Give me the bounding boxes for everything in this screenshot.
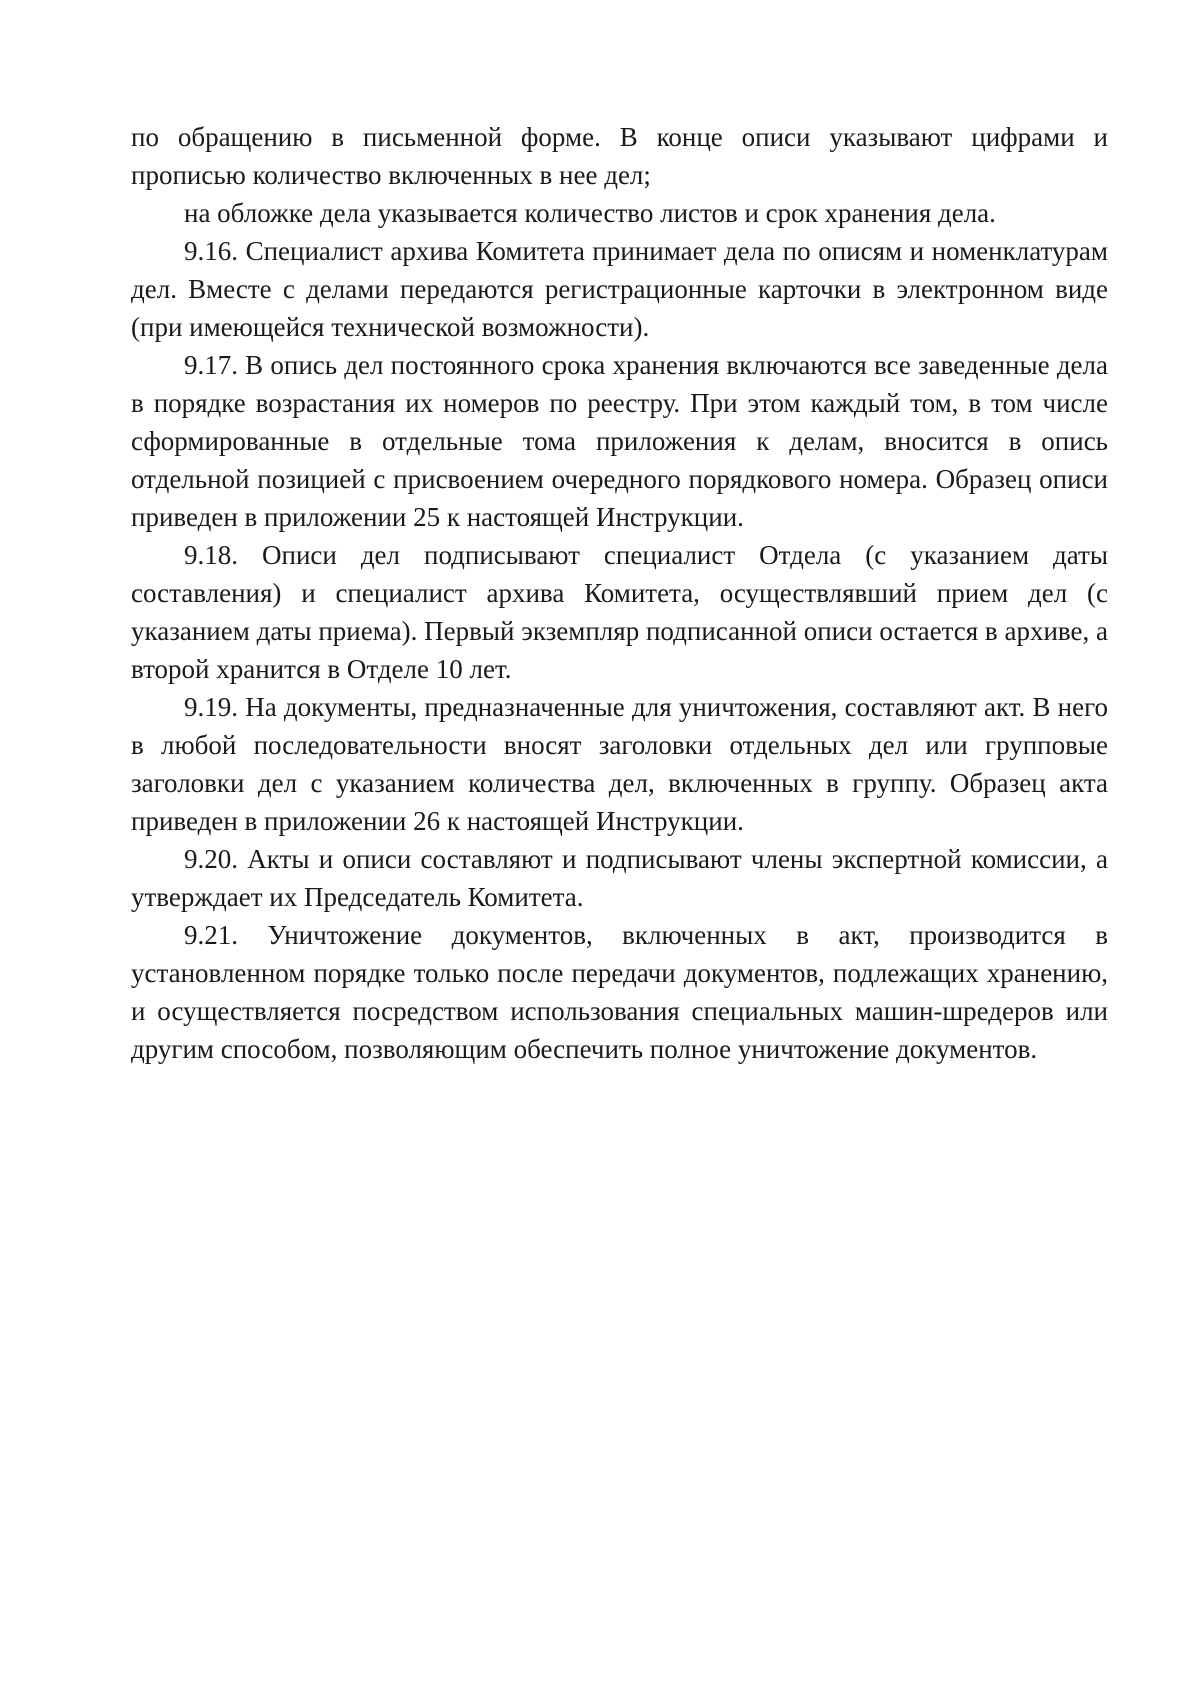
paragraph-continuation: по обращению в письменной форме. В конце описи указывают цифрами и прописью количество включенных в нее дел; bbox=[131, 122, 1108, 190]
paragraph-cover-note: на обложке дела указывается количество листов и срок хранения дела. bbox=[184, 198, 996, 228]
paragraph-9-16: 9.16. Специалист архива Комитета принимает дела по описям и номенклатурам дел. Вместе с делами передаются регистрационные карточки в электронном виде (при имеющейся технической возможности). bbox=[131, 236, 1108, 342]
paragraph-9-17: 9.17. В опись дел постоянного срока хранения включаются все заведенные дела в порядке возрастания их номеров по реестру. При этом каждый том, в том числе сформированные в отдельные тома приложения к делам, вносится в опись отдельной позицией с присвоением очередного порядкового номера. Образец описи приведен в приложении 25 к настоящей Инструкции. bbox=[131, 350, 1108, 532]
paragraph-9-18: 9.18. Описи дел подписывают специалист Отдела (с указанием даты составления) и специалист архива Комитета, осуществлявший прием дел (с указанием даты приема). Первый экземпляр подписанной описи остается в архиве, а второй хранится в Отделе 10 лет. bbox=[131, 540, 1108, 684]
paragraph-9-20: 9.20. Акты и описи составляют и подписывают члены экспертной комиссии, а утверждает их Председатель Комитета. bbox=[131, 844, 1108, 912]
paragraph-9-19: 9.19. На документы, предназначенные для уничтожения, составляют акт. В него в любой последовательности вносят заголовки отдельных дел или групповые заголовки дел с указанием количества дел, включенных в группу. Образец акта приведен в приложении 26 к настоящей Инструкции. bbox=[131, 692, 1108, 836]
paragraph-9-21: 9.21. Уничтожение документов, включенных в акт, производится в установленном порядке только после передачи документов, подлежащих хранению, и осуществляется посредством использования специальных машин-шредеров или другим способом, позволяющим обеспечить полное уничтожение документов. bbox=[131, 920, 1108, 1064]
document-body bbox=[131, 118, 1108, 1068]
